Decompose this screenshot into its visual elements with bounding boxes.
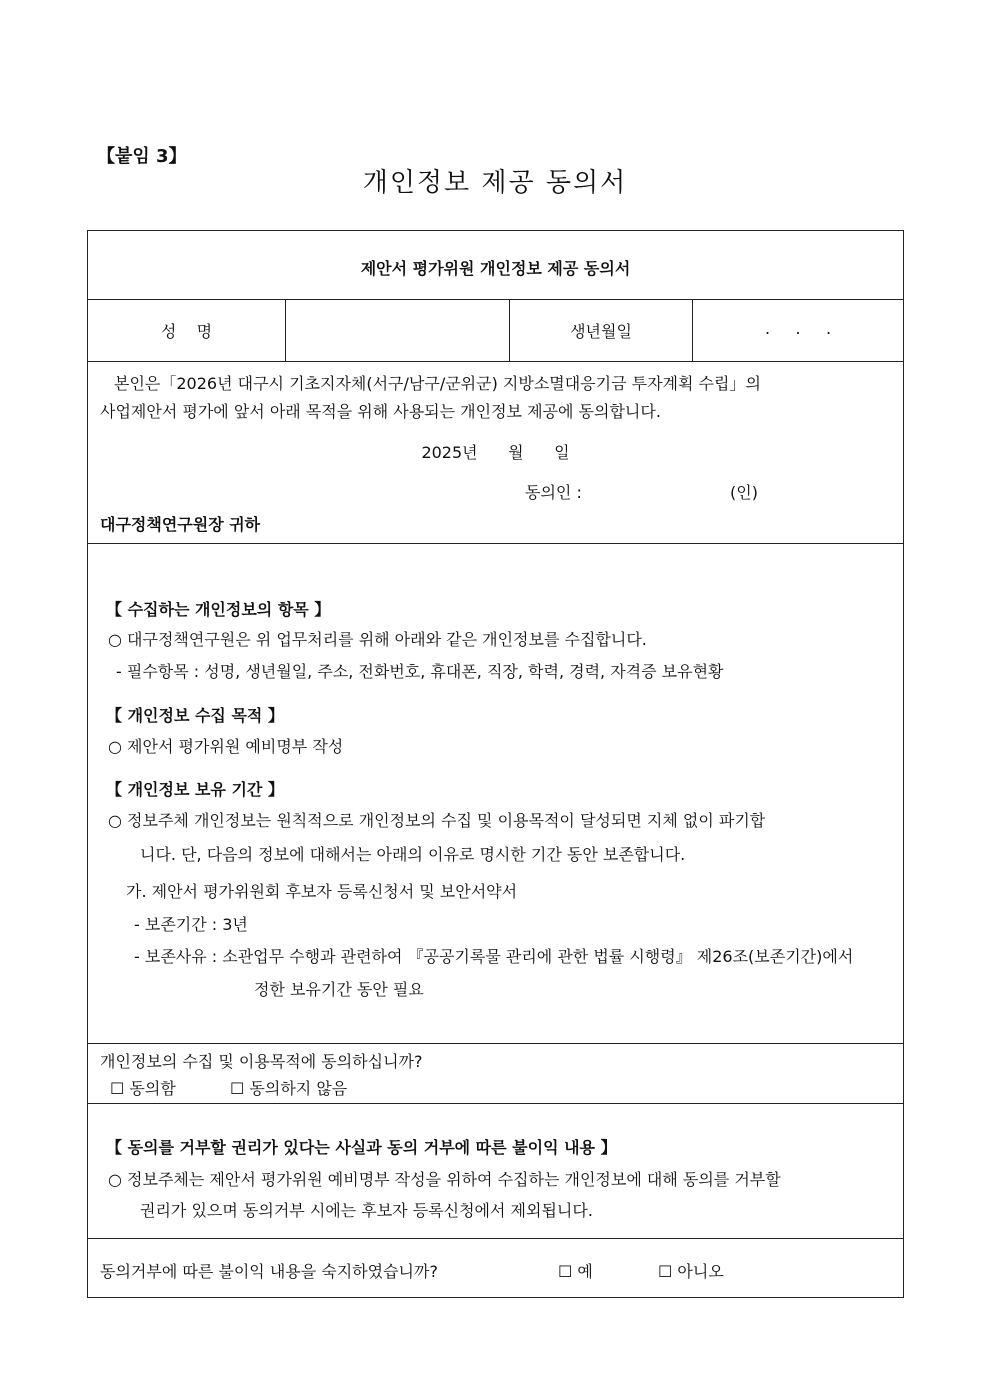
refusal-line: ○ 정보주체는 제안서 평가위원 예비명부 작성을 위하여 수집하는 개인정보에 대해 동의를 거부할 bbox=[108, 1170, 781, 1189]
retention-period: - 보존기간 : 3년 bbox=[134, 915, 248, 934]
divider bbox=[88, 543, 903, 544]
consent-statement-line1: 본인은「2026년 대구시 기초지자체(서구/남구/군위군) 지방소멸대응기금 투자계획 수립」의 bbox=[114, 374, 761, 393]
no-checkbox[interactable]: ☐ 아니오 bbox=[658, 1262, 724, 1281]
divider bbox=[88, 1043, 903, 1044]
divider bbox=[88, 1103, 903, 1104]
document-title: 개인정보 제공 동의서 bbox=[362, 168, 628, 198]
divider bbox=[285, 299, 286, 361]
form-header: 제안서 평가위원 개인정보 제공 동의서 bbox=[360, 259, 631, 278]
birth-label: 생년월일 bbox=[570, 322, 632, 341]
refusal-heading: 【 동의를 거부할 권리가 있다는 사실과 동의 거부에 따른 불이익 내용 】 bbox=[106, 1138, 617, 1157]
items-line: ○ 대구정책연구원은 위 업무처리를 위해 아래와 같은 개인정보를 수집합니다. bbox=[108, 630, 647, 649]
purpose-heading: 【 개인정보 수집 목적 】 bbox=[106, 706, 284, 725]
divider bbox=[88, 299, 903, 300]
consent-statement-line2: 사업제안서 평가에 앞서 아래 목적을 위해 사용되는 개인정보 제공에 동의합니다. bbox=[100, 402, 661, 421]
attachment-label: 【붙임 3】 bbox=[97, 146, 187, 167]
name-label: 성 명 bbox=[160, 322, 213, 341]
divider bbox=[88, 1238, 903, 1239]
items-line: - 필수항목 : 성명, 생년월일, 주소, 전화번호, 휴대폰, 직장, 학력, 경력, 자격증 보유현황 bbox=[116, 662, 724, 681]
signer-label: 동의인 : bbox=[525, 483, 582, 502]
disagree-checkbox[interactable]: ☐ 동의하지 않음 bbox=[230, 1079, 348, 1098]
retention-reason: 정한 보유기간 동안 필요 bbox=[254, 980, 424, 999]
retention-heading: 【 개인정보 보유 기간 】 bbox=[106, 780, 284, 799]
seal-label: (인) bbox=[730, 483, 758, 502]
birth-field[interactable]: . . . bbox=[764, 319, 832, 338]
retention-reason: - 보존사유 : 소관업무 수행과 관련하여 『공공기록물 관리에 관한 법률 시행령』 제26조(보존기간)에서 bbox=[134, 947, 854, 966]
retention-item: 가. 제안서 평가위원회 후보자 등록신청서 및 보안서약서 bbox=[126, 882, 518, 901]
retention-line: 니다. 단, 다음의 정보에 대해서는 아래의 이유로 명시한 기간 동안 보존합니다. bbox=[140, 845, 686, 864]
purpose-line: ○ 제안서 평가위원 예비명부 작성 bbox=[108, 737, 344, 756]
acknowledgement-question: 동의거부에 따른 불이익 내용을 숙지하였습니까? bbox=[100, 1262, 438, 1281]
addressee: 대구정책연구원장 귀하 bbox=[100, 515, 261, 534]
consent-question: 개인정보의 수집 및 이용목적에 동의하십니까? bbox=[100, 1052, 423, 1071]
consent-form bbox=[87, 230, 904, 1298]
refusal-line: 권리가 있으며 동의거부 시에는 후보자 등록신청에서 제외됩니다. bbox=[140, 1201, 593, 1220]
agree-checkbox[interactable]: ☐ 동의함 bbox=[110, 1079, 176, 1098]
name-field[interactable] bbox=[287, 303, 507, 359]
consent-date: 2025년 월 일 bbox=[421, 443, 570, 462]
divider bbox=[88, 361, 903, 362]
items-heading: 【 수집하는 개인정보의 항목 】 bbox=[106, 600, 331, 619]
yes-checkbox[interactable]: ☐ 예 bbox=[558, 1262, 593, 1281]
retention-line: ○ 정보주체 개인정보는 원칙적으로 개인정보의 수집 및 이용목적이 달성되면 지체 없이 파기합 bbox=[108, 811, 766, 830]
